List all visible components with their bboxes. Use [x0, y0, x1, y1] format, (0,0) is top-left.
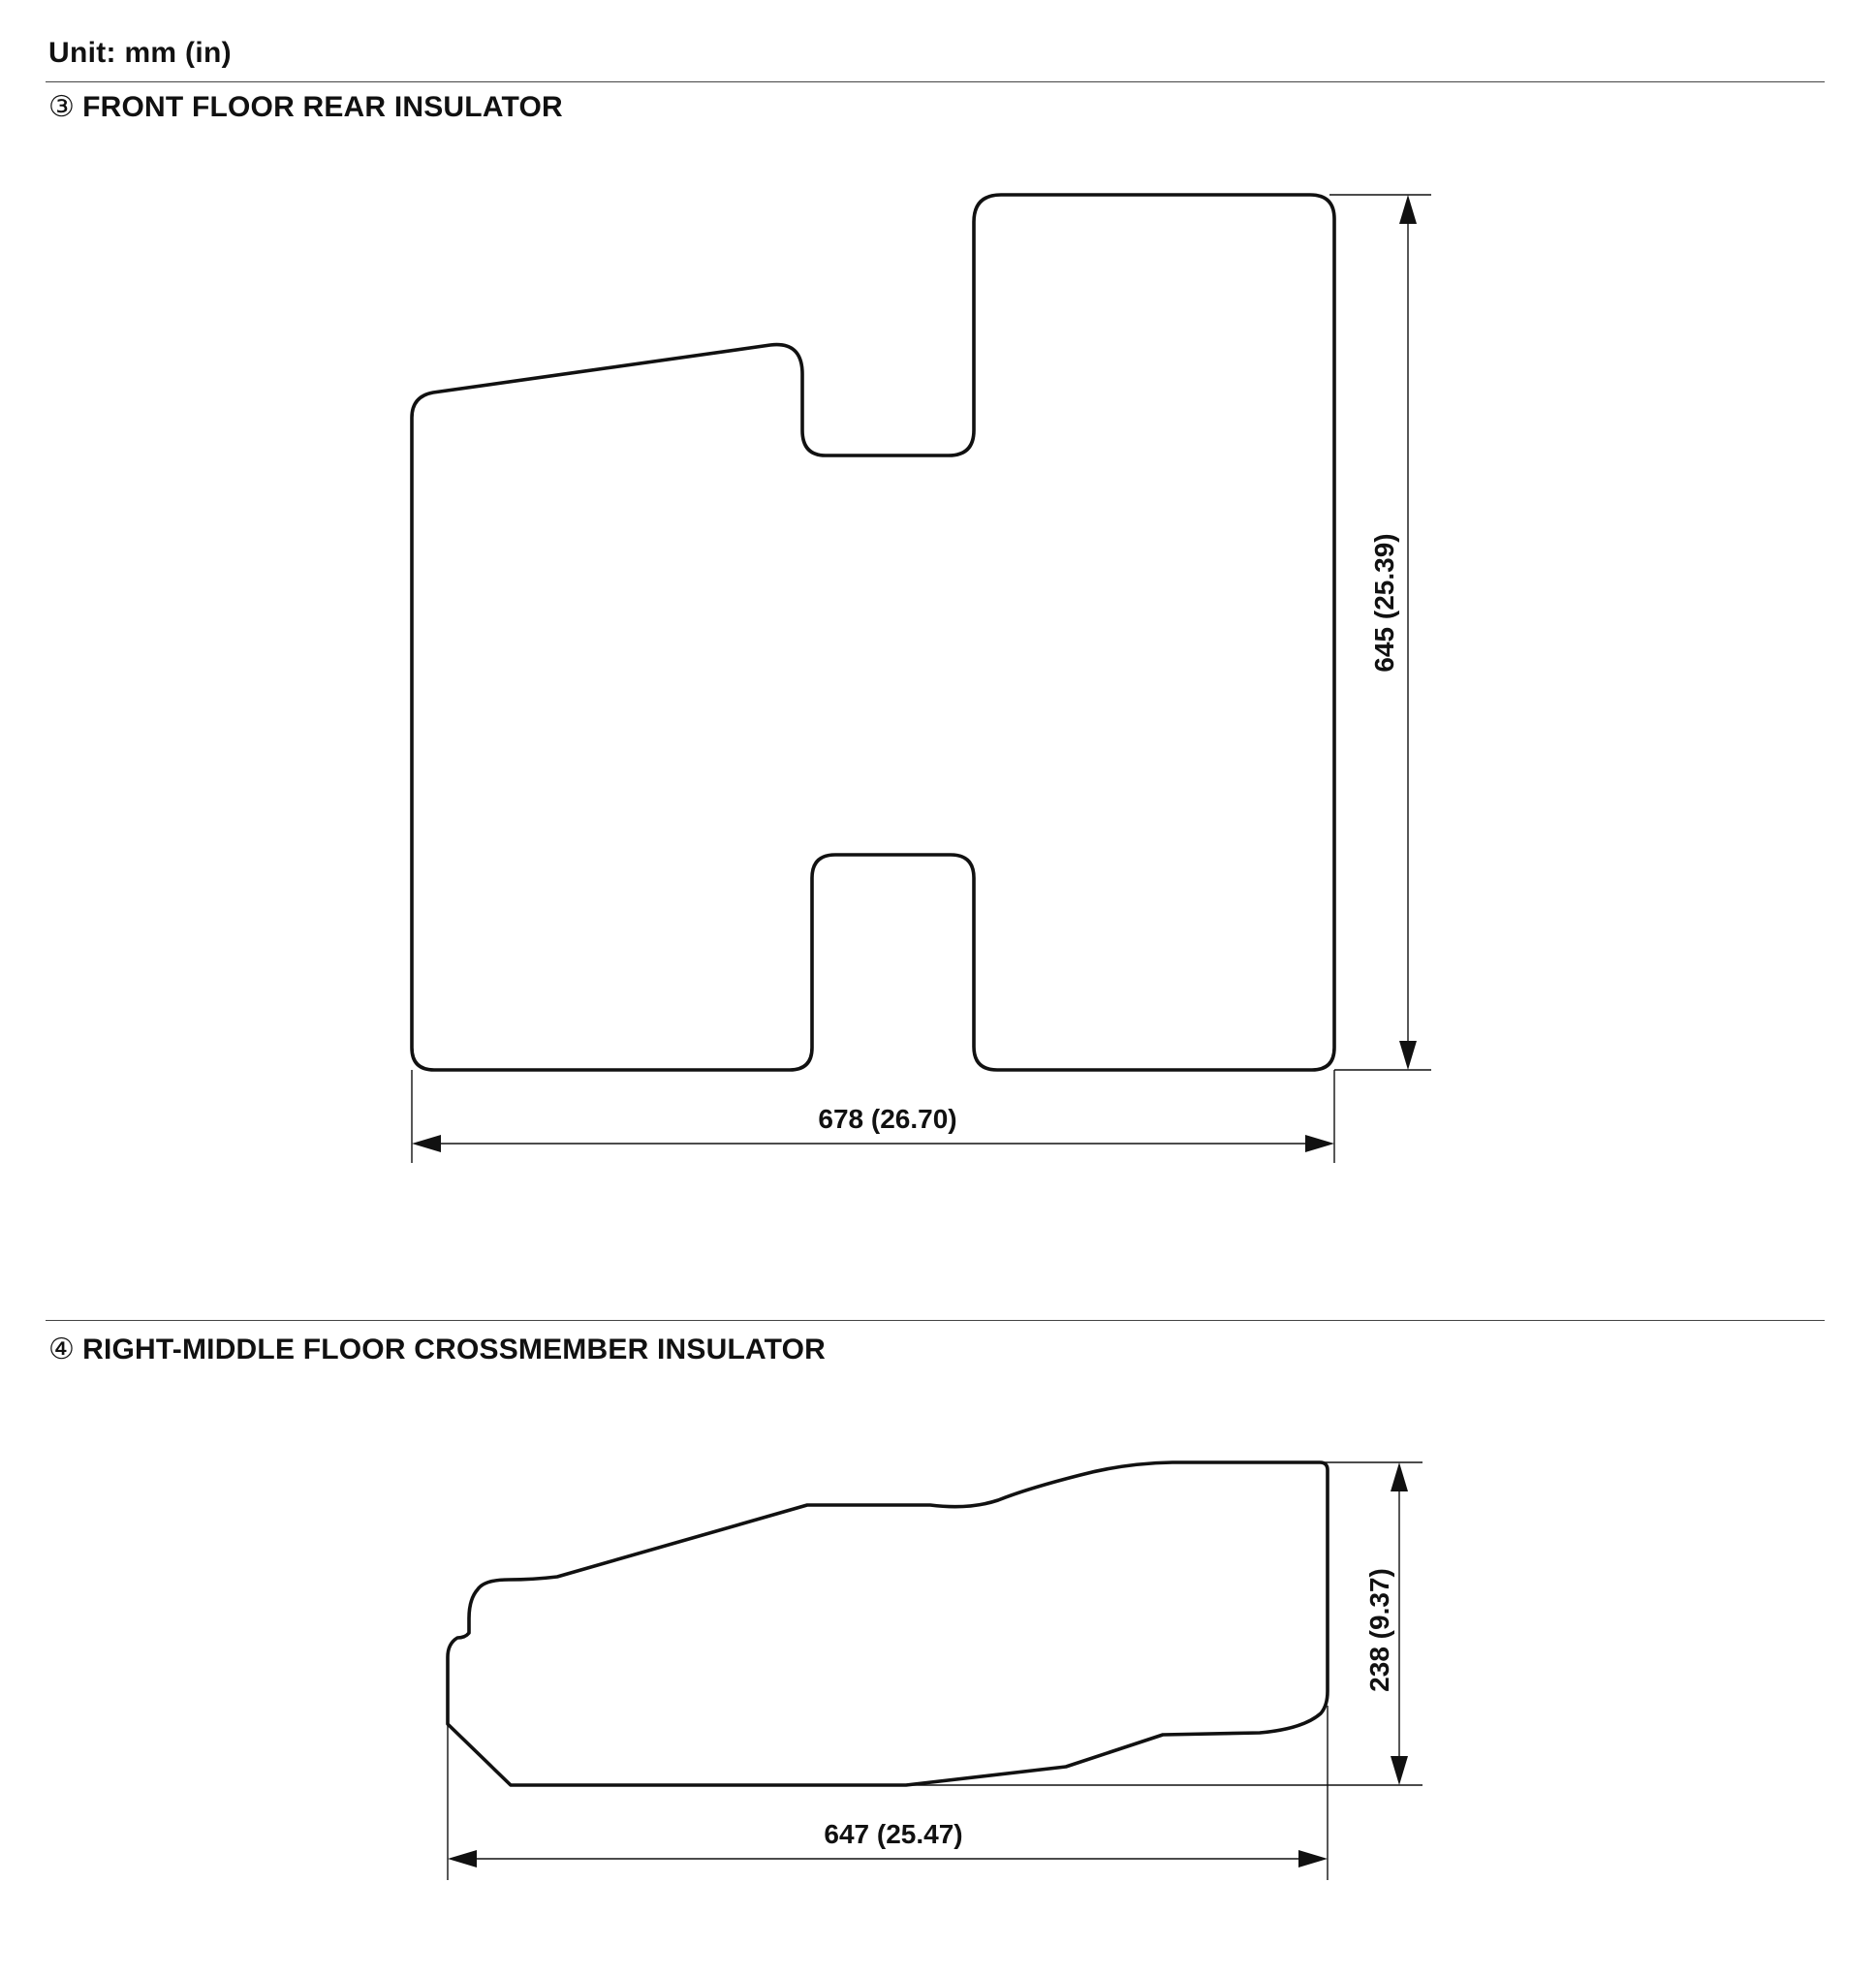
height-arrow-bottom	[1391, 1756, 1408, 1785]
width-arrow-left	[412, 1135, 441, 1152]
section-4-number: ④	[48, 1334, 76, 1365]
front-floor-height-dimension	[1329, 195, 1431, 1070]
crossmember-height-label: 238 (9.37)	[1364, 1568, 1394, 1692]
section-3-title: FRONT FLOOR REAR INSULATOR	[82, 91, 563, 123]
unit-label: Unit: mm (in)	[48, 37, 232, 69]
front-floor-width-label: 678 (26.70)	[818, 1104, 957, 1134]
front-floor-rear-insulator-outline	[412, 195, 1334, 1070]
crossmember-width-label: 647 (25.47)	[824, 1819, 963, 1849]
front-floor-width-dimension	[412, 1070, 1334, 1163]
height-arrow-top	[1391, 1462, 1408, 1491]
section-4-title: RIGHT-MIDDLE FLOOR CROSSMEMBER INSULATOR	[82, 1334, 826, 1365]
front-floor-rear-insulator-diagram	[412, 195, 1431, 1163]
section-3-number: ③	[48, 91, 76, 123]
crossmember-height-dimension	[906, 1462, 1423, 1785]
right-middle-floor-crossmember-insulator-outline	[448, 1462, 1328, 1785]
right-middle-floor-crossmember-insulator-diagram	[448, 1462, 1423, 1880]
front-floor-height-label: 645 (25.39)	[1369, 533, 1399, 673]
height-arrow-bottom	[1399, 1041, 1417, 1070]
width-arrow-right	[1298, 1850, 1328, 1867]
width-arrow-left	[448, 1850, 477, 1867]
crossmember-width-dimension	[448, 1706, 1328, 1880]
height-arrow-top	[1399, 195, 1417, 224]
width-arrow-right	[1305, 1135, 1334, 1152]
